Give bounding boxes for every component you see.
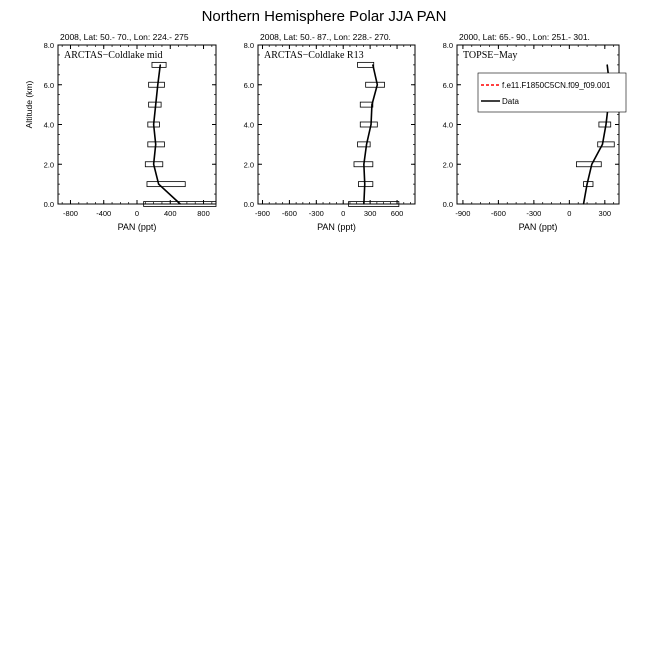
data-point [377, 84, 378, 85]
y-tick-label: 0.0 [243, 200, 254, 209]
data-range-box [599, 122, 611, 127]
data-point [583, 203, 584, 204]
x-tick-label: -300 [526, 209, 542, 218]
y-tick-label: 0.0 [43, 200, 54, 209]
data-point [586, 184, 587, 185]
y-tick-label: 8.0 [243, 41, 254, 50]
legend-label: Data [502, 97, 519, 106]
chart-panel-3 [443, 32, 626, 232]
panel-header: 2000, Lat: 65.- 90., Lon: 251.- 301. [459, 32, 590, 42]
legend-box [478, 73, 626, 112]
x-tick-label: 400 [164, 209, 177, 218]
x-tick-label: -900 [254, 209, 270, 218]
y-tick-label: 2.0 [442, 160, 453, 170]
x-tick-label: -400 [96, 209, 112, 218]
data-point [591, 164, 592, 165]
data-point [605, 124, 606, 125]
x-axis-label: PAN (ppt) [317, 222, 356, 232]
chart-panel-2 [244, 32, 415, 232]
x-tick-label: 0 [341, 209, 346, 218]
data-range-box [149, 82, 165, 87]
panel-title: ARCTAS−Coldlake R13 [264, 50, 364, 61]
legend-label: f.e11.F1850C5CN.f09_f09.001 [502, 81, 611, 90]
data-point [153, 164, 154, 165]
data-point [372, 64, 373, 65]
x-tick-label: -900 [455, 209, 471, 218]
data-range-box [360, 102, 373, 107]
y-tick-label: 8.0 [43, 41, 54, 50]
data-point [364, 184, 365, 185]
data-point [157, 84, 158, 85]
x-tick-label: 0 [567, 209, 572, 218]
y-tick-label: 4.0 [243, 120, 254, 130]
y-tick-label: 6.0 [43, 80, 54, 90]
data-range-box [366, 82, 385, 87]
y-axis-label: Altitude (km) [24, 80, 34, 129]
data-point [370, 124, 371, 125]
x-tick-label: 800 [197, 209, 210, 218]
data-point [160, 64, 161, 65]
x-tick-label: -800 [62, 209, 78, 218]
x-tick-label: -300 [308, 209, 324, 218]
data-range-box [152, 62, 166, 67]
data-point [180, 203, 181, 204]
y-tick-label: 2.0 [243, 160, 254, 170]
panel-title: ARCTAS−Coldlake mid [64, 50, 163, 61]
y-tick-label: 8.0 [442, 41, 453, 50]
data-range-box [358, 182, 372, 187]
plot-frame [457, 45, 619, 204]
y-tick-label: 4.0 [442, 120, 453, 130]
data-range-box [598, 142, 615, 147]
data-range-box [147, 182, 185, 187]
data-point [602, 144, 603, 145]
data-range-box [360, 122, 377, 127]
plot-frame [58, 45, 216, 204]
x-tick-label: 0 [134, 209, 140, 218]
x-tick-label: 300 [598, 209, 612, 218]
x-tick-label: -600 [490, 209, 506, 218]
y-tick-label: 0.0 [442, 200, 453, 209]
panel-title: TOPSE−May [463, 50, 518, 61]
y-tick-label: 6.0 [243, 80, 254, 90]
x-axis-label: PAN (ppt) [518, 222, 558, 232]
data-point [607, 64, 608, 65]
y-tick-label: 6.0 [442, 80, 453, 90]
chart-panel-1 [24, 32, 216, 232]
x-tick-label: 300 [363, 209, 377, 218]
data-range-box [358, 62, 374, 67]
data-point [366, 144, 367, 145]
data-range-box [358, 142, 371, 147]
data-point [363, 203, 364, 204]
data-range-box [576, 162, 601, 167]
data-point [153, 124, 154, 125]
panel-header: 2008, Lat: 50.- 87., Lon: 228.- 270. [260, 32, 391, 42]
y-tick-label: 4.0 [43, 120, 54, 130]
data-point [158, 184, 159, 185]
data-point [155, 104, 156, 105]
legend [478, 73, 626, 112]
panel-header: 2008, Lat: 50.- 70., Lon: 224.- 275 [60, 32, 189, 42]
data-point [363, 164, 364, 165]
data-series-line [154, 65, 181, 204]
data-point [371, 104, 372, 105]
figure-title: Northern Hemisphere Polar JJA PAN [201, 8, 447, 25]
data-point [155, 144, 156, 145]
x-axis-label: PAN (ppt) [117, 222, 157, 232]
y-tick-label: 2.0 [43, 160, 54, 170]
x-tick-label: 600 [390, 209, 404, 218]
plot-frame [258, 45, 415, 204]
x-tick-label: -600 [281, 209, 297, 218]
